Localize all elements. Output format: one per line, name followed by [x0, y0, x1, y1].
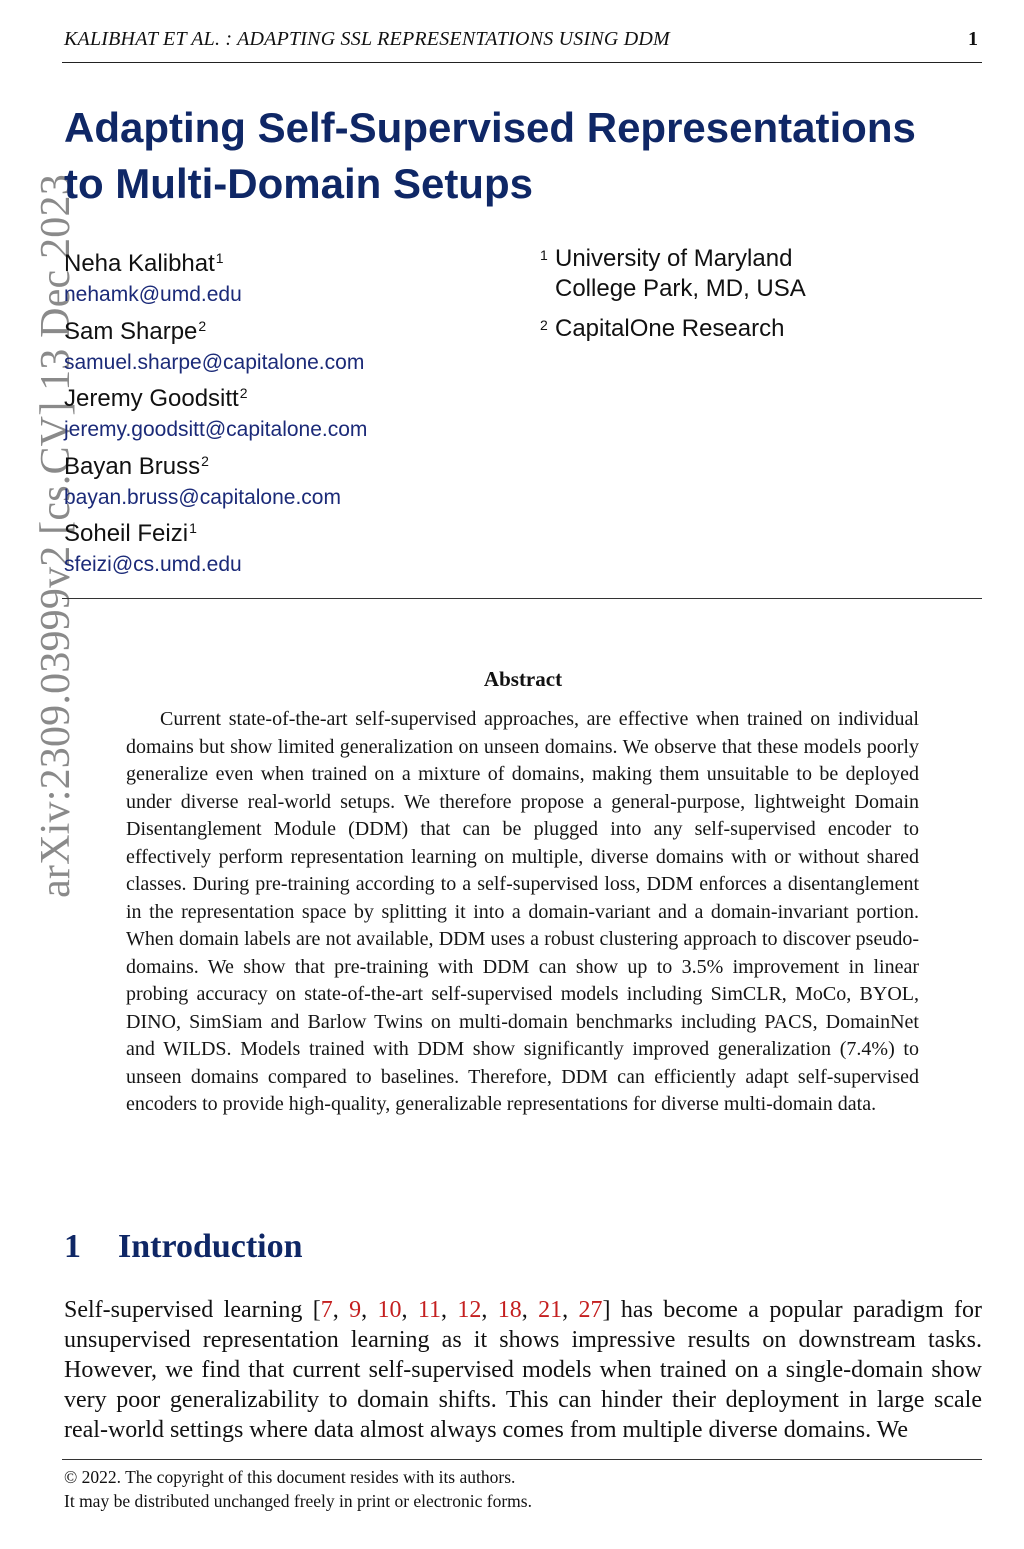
author-name: Neha Kalibhat [64, 250, 215, 277]
citation-link[interactable]: 21 [538, 1297, 563, 1323]
author [64, 377, 534, 445]
author-affil-mark: 2 [201, 452, 209, 469]
affiliation-mark: 1 [540, 247, 548, 263]
author-name: Soheil Feizi [64, 520, 189, 547]
author [64, 242, 534, 310]
affiliation-line: CapitalOne Research [555, 315, 785, 342]
copyright-footer [64, 1465, 964, 1513]
paper-title-line-2: to Multi-Domain Setups [64, 160, 533, 207]
author-email-link[interactable]: samuel.sharpe@capitalone.com [64, 350, 365, 374]
citation-link[interactable]: 10 [377, 1297, 402, 1323]
author-name: Sam Sharpe [64, 317, 198, 345]
section-number: 1 [64, 1228, 81, 1265]
author [64, 512, 534, 580]
affiliation-list [540, 242, 980, 344]
arxiv-stamp: arXiv:2309.03999v2 [cs.CV] 13 Dec 2023 [33, 174, 79, 898]
affiliation-line: College Park, MD, USA [555, 275, 806, 302]
author-email-link[interactable]: bayan.bruss@capitalone.com [64, 485, 341, 509]
running-header [64, 24, 982, 60]
author-affil-mark: 2 [239, 385, 248, 401]
author-affil-mark: 1 [215, 250, 224, 266]
section-rule [62, 598, 982, 599]
citation-link[interactable]: 11 [417, 1297, 441, 1323]
header-rule [62, 62, 982, 63]
author-affil-mark: 2 [198, 317, 207, 334]
paper-title-line-1: Adapting Self-Supervised Representations [64, 104, 916, 151]
author-name: Bayan Bruss [64, 452, 201, 480]
copyright-line: © 2022. The copyright of this document resides with its authors. [64, 1467, 516, 1487]
affiliation [540, 314, 980, 344]
abstract-text: Current state-of-the-art self-supervised approaches, are effective when trained on individual domains but show limited generalization on unseen domains. We observe that these models poorly generalize even when trained on a mixture of domains, making them unsuitable to be deployed under diverse real-world setups. We therefore propose a general-purpose, lightweight Domain Disentanglement Module (DDM) that can be plugged into any self-supervised encoder to effectively perform representation learning on multiple, diverse domains with or without shared classes. During pre-training according to a self-supervised loss, DDM enforces a disentanglement in the representation space by splitting it into a domain-variant and a domain-invariant portion. When domain labels are not available, DDM uses a robust clustering approach to discover pseudo-domains. We show that pre-training with DDM can show up to 3.5% improvement in linear probing accuracy on state-of-the-art self-supervised models including SimCLR, MoCo, BYOL, DINO, SimSiam and Barlow Twins on multi-domain benchmarks including PACS, DomainNet and WILDS. Models trained with DDM show significantly improved generalization (7.4%) to unseen domains compared to baselines. Therefore, DDM can efficiently adapt self-supervised encoders to provide high-quality, generalizable representations for diverse multi-domain data. [126, 708, 919, 1115]
paper-title [64, 100, 964, 212]
affiliation-mark: 2 [540, 317, 548, 333]
author-affil-mark: 1 [189, 520, 197, 536]
section-title: Introduction [118, 1228, 303, 1265]
intro-paragraph: Self-supervised learning [7, 9, 10, 11, 12, 18, 21, 27] has become a popular paradigm for unsupervised representation learning as it shows impressive results on downstream tasks. However, we find that current self-supervised models when trained on a single-domain show very poor generalizability to domain shifts. This can hinder their deployment in large scale real-world settings where data almost always comes from multiple diverse domains. We [64, 1297, 983, 1443]
citation-link[interactable]: 27 [578, 1297, 603, 1323]
page-number: 1 [968, 28, 978, 50]
author-email-link[interactable]: nehamk@umd.edu [64, 283, 242, 306]
author-email-link[interactable]: jeremy.goodsitt@capitalone.com [64, 418, 368, 441]
affiliation-line: University of Maryland [555, 245, 793, 272]
abstract-heading: Abstract [483, 667, 563, 691]
author-list [64, 242, 534, 580]
author-name: Jeremy Goodsitt [64, 385, 239, 412]
citation-link[interactable]: 12 [457, 1297, 482, 1323]
citation-link[interactable]: 9 [349, 1297, 362, 1323]
author [64, 445, 534, 513]
distribution-line: It may be distributed unchanged freely in print or electronic forms. [64, 1491, 532, 1511]
citation-link[interactable]: 18 [497, 1297, 522, 1323]
running-title: KALIBHAT ET AL. : ADAPTING SSL REPRESENTATIONS USING DDM [64, 28, 670, 50]
author [64, 310, 534, 378]
citation-link[interactable]: 7 [320, 1297, 333, 1323]
footer-rule [62, 1459, 982, 1460]
author-email-link[interactable]: sfeizi@cs.umd.edu [64, 553, 242, 576]
affiliation [540, 244, 980, 304]
section-heading [64, 1228, 303, 1266]
